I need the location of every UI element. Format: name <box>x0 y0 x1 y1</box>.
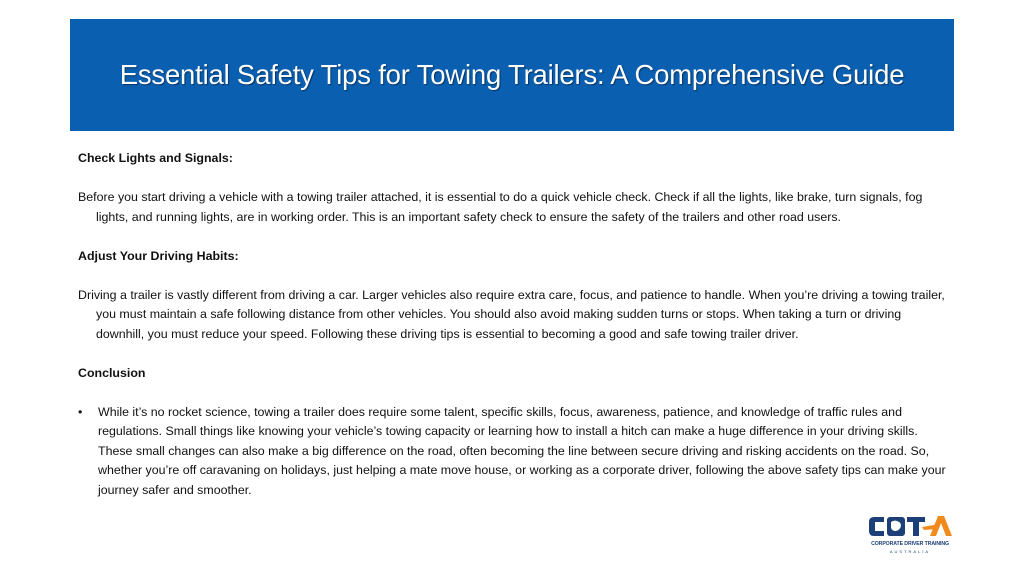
document-body <box>78 149 950 500</box>
section-body-habits: Driving a trailer is vastly different from driving a car. Larger vehicles also require extra care, focus, and patience to handle. When you’re driving a towing trailer, you must maintain a safe following distance from other vehicles. You should also avoid making sudden turns or stops. When taking a turn or driving downhill, you must reduce your speed. Following these driving tips is essential to becoming a good and safe towing trailer driver. <box>78 287 945 341</box>
logo-tagline: CORPORATE DRIVER TRAINING <box>871 541 949 547</box>
bullet-marker: • <box>78 404 83 419</box>
section-body-conclusion: While it’s no rocket science, towing a trailer does require some talent, specific skills, focus, awareness, patience, and knowledge of traffic rules and regulations. Small things like knowing your vehicle’s towing capacity or learning how to install a hitch can make a huge difference in your driving skills. These small changes can also make a big difference on the road, often becoming the line between secure driving and risking accidents on the road. So, whether you’re off caravaning on holidays, just helping a mate move house, or working as a corporate driver, following the above safety tips can make your journey safer and smoother. <box>98 404 946 497</box>
logo-subline: AUSTRALIA <box>889 549 931 554</box>
page-title: Essential Safety Tips for Towing Trailers: A Comprehensive Guide <box>119 59 905 90</box>
section-heading-habits: Adjust Your Driving Habits: <box>78 248 239 263</box>
section-heading-conclusion: Conclusion <box>78 365 146 380</box>
section-body-lights: Before you start driving a vehicle with a towing trailer attached, it is essential to do a quick vehicle check. Check if all the lights, like brake, turn signals, fog lights, and running lights, are in working order. This is an important safety check to ensure the safety of the trailers and other road users. <box>78 190 923 224</box>
title-banner <box>70 19 954 131</box>
cota-logo-mark-icon <box>864 511 956 541</box>
company-logo <box>864 511 956 559</box>
conclusion-list-item <box>78 403 950 501</box>
section-heading-lights: Check Lights and Signals: <box>78 151 233 165</box>
